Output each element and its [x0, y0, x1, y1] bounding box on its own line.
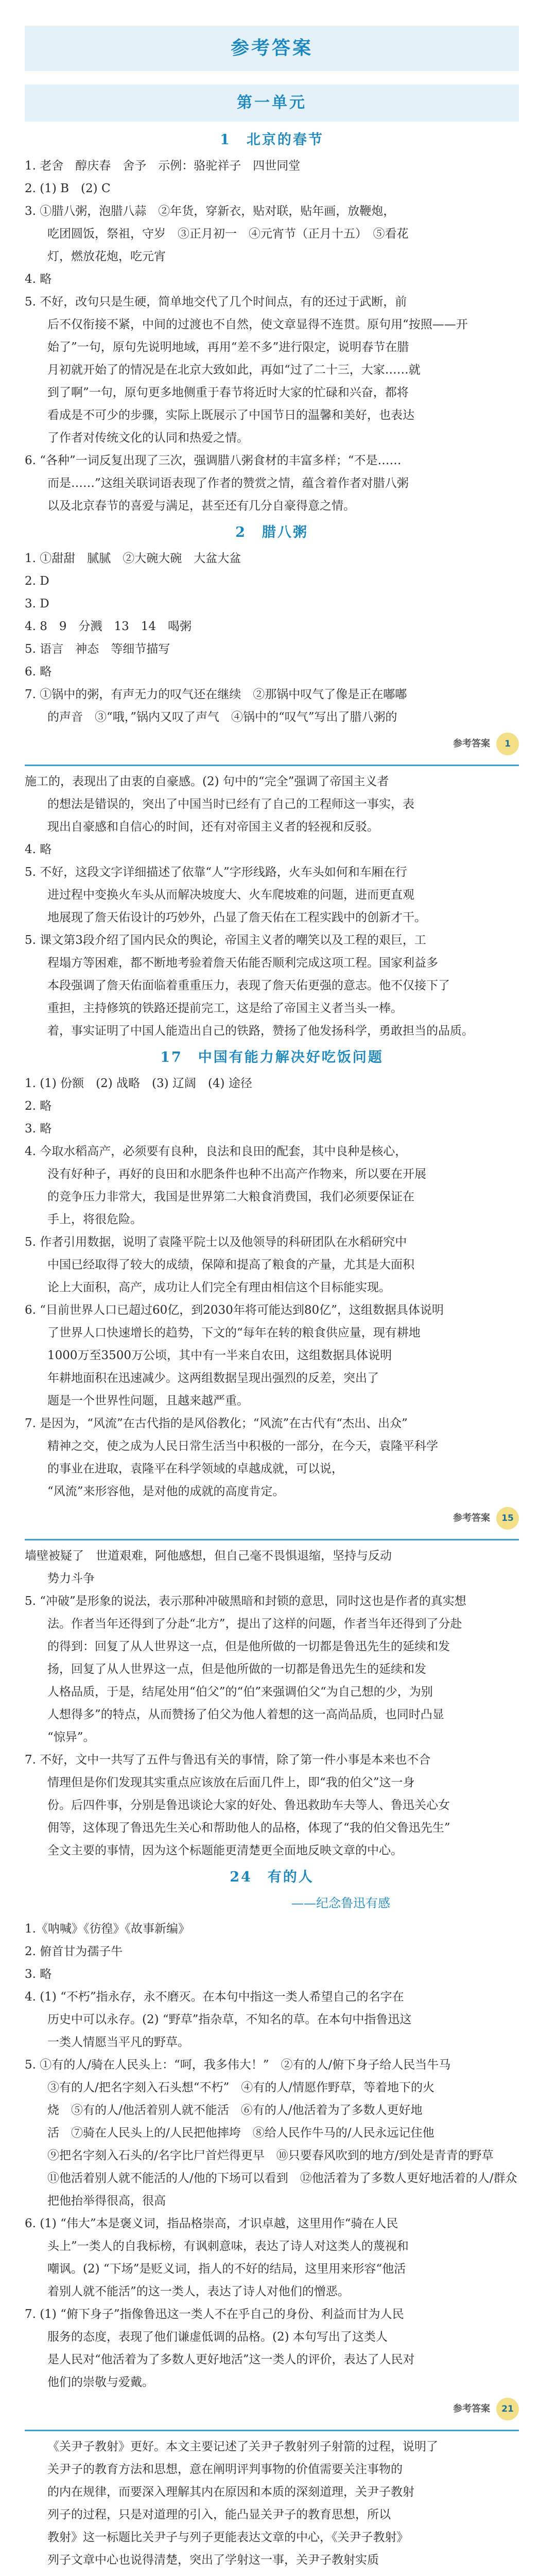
- part-2-intro: [25, 770, 519, 1042]
- answer-line: 而是……”这组关联词语表现了作者的赞赏之情，蕴含着作者对腊八粥: [47, 477, 409, 490]
- answer-line: 5. 作者引用数据，说明了袁隆平院士以及他领导的科研团队在水稻研究中: [25, 1235, 407, 1249]
- answer-line: 到了啊”一句，原句更多地侧重于春节将近时大家的忙碌和兴奋，都将: [47, 386, 409, 399]
- answer-line: 5. 不好，这段文字详细描述了依靠“人”字形线路，火车头如何和车厢在行: [25, 866, 407, 879]
- answer-line: 4. 今取水稻高产，必须要有良种，良法和良田的配套，其中良种是核心，: [25, 1145, 407, 1158]
- page-marker-label: 参考答案: [453, 738, 490, 749]
- answer-line: 情理但是你们发现其实重点应该放在后面几件上，即“我的伯父”这一身: [47, 1776, 415, 1789]
- answer-line: 势力斗争: [47, 1572, 95, 1585]
- answer-line: 活 ⑦骑在人民头上的/人民把他摔垮 ⑧给人民作牛马的/人民永远记住他: [47, 2126, 435, 2140]
- answer-line: 关尹子的教育方法和思想，意在阐明评判事物的价值需要关注事物的: [47, 2463, 403, 2476]
- answer-line: 7. ①锅中的粥，有声无力的叹气还在继续 ②那锅中叹气了像是正在嘟嘟: [25, 688, 407, 701]
- answer-line: 题是一个世界性问题，且越来越严重。: [47, 1394, 249, 1408]
- answer-line: 佣等，这体现了鲁迅先生关心和帮助他人的品格，体现了“我的伯父鲁迅先生”: [47, 1821, 450, 1835]
- answer-line: 全文主要的事情，因为这个标题能更清楚更全面地反映文章的中心。: [47, 1844, 403, 1857]
- answer-line: 地展现了詹天佑设计的巧妙外，凸显了詹天佑在工程实践中的创新才干。: [47, 911, 426, 924]
- answer-line: 5. 课文第3段介绍了国内民众的舆论，帝国主义者的嘲笑以及工程的艰巨，工: [25, 934, 426, 947]
- answer-line: 4. (1) “不朽”指永存，永不磨灭。在本句中指这一类人希望自己的名字在: [25, 1990, 404, 2004]
- answer-line: 施工的，表现出了由衷的自豪感。(2) 句中的“完全”强调了帝国主义者: [25, 775, 389, 788]
- answer-line: [25, 2571, 519, 2576]
- answer-line: 5. 不好，改句只是生硬，简单地交代了几个时间点，有的还过于武断，前: [25, 295, 407, 309]
- answer-line: 精神之交，使之成为人民日常生活当中积极的一部分，在今天，袁隆平科学: [47, 1439, 438, 1453]
- page-marker: [25, 2394, 519, 2425]
- page-marker-label: 参考答案: [453, 2403, 490, 2414]
- answer-line: 7. (1) “俯下身子”指像鲁迅这一类人不在乎自己的身份、利益而甘为人民: [25, 2308, 404, 2321]
- page-marker-label: 参考答案: [453, 1513, 490, 1523]
- answer-line: 1. 老舍 醇庆春 舍予 示例：骆驼祥子 四世同堂: [25, 159, 301, 173]
- answer-line: 是人民对“他活着为了多数人更好地活”这一类人的评价，表达了人民对: [47, 2353, 415, 2366]
- section-17-title: 17 中国有能力解决好吃饭问题: [160, 1049, 384, 1065]
- answer-line: 墙壁被疑了 世道艰难，阿他感想，但自己毫不畏惧退缩，坚持与反动: [25, 1549, 392, 1563]
- page-number: 15: [496, 1507, 519, 1530]
- answer-line: 1000万至3500万公顷，其中有一半来自农田，这组数据具体说明: [47, 1349, 392, 1362]
- answer-line: 没有好种子，再好的良田和水肥条件也种不出高产作物来，所以要在开展: [47, 1167, 426, 1181]
- answer-line: 4. 略: [25, 843, 52, 856]
- answer-line: 服务的态度，表现了他们谦虚低调的品格。(2) 本句写出了这类人: [47, 2330, 388, 2344]
- answer-line: 扬，回复了从人世界这一点，但是他所做的一切都是鲁迅先生的延续和发: [47, 1663, 426, 1676]
- answer-line: 3. D: [25, 597, 49, 611]
- unit-1-heading: 第一单元: [25, 84, 519, 122]
- answer-line: 3. 略: [25, 1122, 52, 1136]
- page-divider: [25, 1539, 519, 1540]
- answer-line: 2. D: [25, 574, 49, 588]
- answer-line: 3. 略: [25, 1968, 52, 1981]
- answer-line: 列子文章中心也说得清楚，突出了学射这一事，关尹子教射实质: [47, 2553, 379, 2567]
- answer-line: 1. (1) 份额 (2) 战略 (3) 辽阔 (4) 途径: [25, 1077, 252, 1090]
- answer-line: 的声音 ③“哦，”锅内又叹了声气 ④锅中的“叹气”写出了腊八粥的: [47, 710, 397, 724]
- page-title: 参考答案: [25, 26, 519, 71]
- answer-line: 中国已经取得了较大的成绩，保障和提高了粮食的产量，尤其是大面积: [47, 1258, 414, 1272]
- answer-line: 年耕地面积在迅速减少。这两组数据呈现出强烈的反差，突出了: [47, 1371, 379, 1385]
- answer-line: 7. 不好，文中一共写了五件与鲁迅有关的事情，除了第一件小事是本来也不合: [25, 1753, 431, 1767]
- answer-line: 4. 8 9 分溅 13 14 喝粥: [25, 620, 192, 633]
- answer-line: 5. ①有的人/骑在人民头上：“呵，我多伟大！” ②有的人/俯下身子给人民当牛马: [25, 2058, 451, 2072]
- answer-line: 5. 语言 神态 等细节描写: [25, 642, 170, 656]
- answer-line: 后不仅衔接不紧，中间的过渡也不自然，使文章显得不连贯。原句用“按照——开: [47, 318, 468, 331]
- section-1-title: 1 北京的春节: [220, 132, 324, 148]
- answer-line: ⑪他活着别人就不能活的人/他的下场可以看到 ⑫他活着为了多数人更好地活着的人/群众把他抬举得很高，很高: [47, 2172, 517, 2208]
- answer-line: 人格品质，于是，结尾处用“伯父”的“伯”来强调伯父“为自己想的少，为别: [47, 1685, 433, 1699]
- answer-line: 月初就开始了的情况是在北京大致如此，再如“过了二十三，大家……就: [47, 363, 421, 377]
- answer-line: 份。后四件事，分别是鲁迅谈论大家的好处、鲁迅救助车夫等人、鲁迅关心女: [47, 1799, 450, 1812]
- answer-line: 人想得多”的特点，从而赞扬了伯父为他人着想的这一高尚品质，也同时凸显: [47, 1708, 444, 1721]
- answer-line: 嘲讽。(2) “下场”是贬义词，指人的不好的结局，这里用来形容“他活: [47, 2262, 406, 2276]
- answer-line: 6. “目前世界人口已超过60亿，到2030年将可能达到80亿”，这组数据具体说明: [25, 1303, 444, 1317]
- section-2-answers: [25, 547, 519, 728]
- section-1-answers: [25, 155, 519, 517]
- answer-line: 重担，主持修筑的铁路还提前完工，这是给了帝国主义者当头一棒。: [47, 1002, 403, 1015]
- answer-line: 2. 俯首甘为孺子牛: [25, 1945, 123, 1958]
- answer-line: 了世界人口快速增长的趋势，下文的“每年在转的粮食供应量，现有耕地: [47, 1326, 421, 1340]
- answer-line: 3. ①腊八粥，泡腊八蒜 ②年货，穿新衣，贴对联，贴年画，放鞭炮，: [25, 205, 395, 218]
- answer-line: 现出自豪感和自信心的时间，还有对帝国主义者的轻视和反驳。: [47, 820, 379, 834]
- answer-line: 的事业在进取，袁隆平在科学领域的卓越成就，可以说，: [47, 1462, 343, 1476]
- answer-line: 他们的崇敬与爱戴。: [47, 2376, 154, 2389]
- page-divider: [25, 765, 519, 766]
- answer-line: 6. “各种”一词反复出现了三次，强调腊八粥食材的丰富多样；“不是……: [25, 454, 402, 467]
- answer-line: 始了”一句，原句先说明地域，再用“差不多”进行限定，说明春节在腊: [47, 341, 409, 354]
- page-number: 1: [496, 733, 519, 755]
- answer-line: 灯，燃放花炮，吃元宵: [47, 250, 166, 263]
- answer-line: 1. ①甜甜 腻腻 ②大碗大碗 大盆大盆: [25, 552, 241, 565]
- answer-line: 一类人情愿当平凡的野草。: [47, 2036, 189, 2049]
- answer-line: 手上，将很危险。: [47, 1213, 142, 1226]
- answer-line: 着，事实证明了中国人能造出自己的铁路，赞扬了他发扬科学，勇敢担当的品质。: [47, 1024, 474, 1038]
- answer-line: ⑨把名字刻入石头的/名字比尸首烂得更早 ⑩只要春风吹到的地方/到处是青青的野草: [47, 2149, 494, 2162]
- answer-line: 4. 略: [25, 273, 52, 286]
- answer-line: 的得到：回复了从人世界这一点，但是他所做的一切都是鲁迅先生的延续和发: [47, 1640, 450, 1653]
- answer-line: 烧 ⑤有的人/他活着别人就不能活 ⑥有的人/他活着为了多数人更好地: [47, 2104, 423, 2117]
- answer-line: 头上”一类人的自我标榜，有讽刺意味，表达了诗人对这类人的蔑视和: [47, 2240, 409, 2253]
- page-divider: [25, 2430, 519, 2431]
- page-marker: [25, 1503, 519, 1534]
- answer-line: 程塌方等困难，都不断地考验着詹天佑能否顺利完成这项工程。国家利益多: [47, 956, 438, 970]
- section-24-subtitle: ——纪念鲁迅有感: [291, 1896, 390, 1910]
- answer-line: 着别人就不能活”的这一类人，表达了诗人对他们的憎恶。: [47, 2285, 350, 2298]
- answer-line: 《关尹子教射》更好。本文主要记述了关尹子教射列子射箭的过程，说明了: [47, 2440, 438, 2453]
- answer-line: 的内在规律，而要深入理解其内在原因和本质的深刻道理，关尹子教射: [47, 2485, 414, 2499]
- answer-line: 吃团圆饭，祭祖，守岁 ③正月初一 ④元宵节（正月十五） ⑤看花: [47, 227, 409, 241]
- answer-line: 的竞争压力非常大，我国是世界第二大粮食消费国，我们必须要保证在: [47, 1190, 414, 1204]
- answer-line: 论上大面积，高产，成功让人们完全有理由相信这个目标能实现。: [47, 1281, 391, 1294]
- answer-line: 教射》这一标题比关尹子与列子更能表达文章的中心，《关尹子教射》: [47, 2531, 409, 2544]
- answer-line: 6. (1) “伟大”本是褒义词，指品格崇高，才识卓越，这里用作“骑在人民: [25, 2217, 398, 2230]
- section-2-title: 2 腊八粥: [235, 524, 308, 540]
- section-24-title: 24 有的人: [230, 1869, 314, 1885]
- part-4-intro: [25, 2435, 519, 2576]
- answer-line: 5. “冲破”是形象的说法，表示那种冲破黑暗和封锁的意思，同时这也是作者的真实想: [25, 1595, 466, 1608]
- answer-line: “惊异”。: [47, 1731, 95, 1744]
- answer-line: 看成是不可少的步骤，实际上既展示了中国节日的温馨和美好，也表达: [47, 409, 414, 422]
- answer-line: 6. 略: [25, 665, 52, 679]
- answer-line: 1.《呐喊》《彷徨》《故事新编》: [25, 1922, 190, 1936]
- answer-line: “风流”来形容他，是对他的成就的高度肯定。: [47, 1485, 285, 1498]
- answer-line: 2. 略: [25, 1099, 52, 1113]
- answer-line: 本段强调了詹天佑面临着重重压力，表现了詹天佑更强的意志。他不仅接下了: [47, 979, 450, 992]
- answer-line: 列子的过程，只是对道理的引入，能凸显关尹子的教育思想，所以: [47, 2508, 391, 2521]
- answer-line: 7. 是因为，“风流”在古代指的是风俗教化；“风流”在古代有“杰出、出众”: [25, 1417, 408, 1430]
- answer-line: 法。作者当年还得到了分赴“北方”，提出了这样的问题，作者当年还得到了分赴: [47, 1617, 462, 1631]
- answer-line: 历史中可以永存。(2) “野草”指杂草，不知名的草。在本句中指鲁迅这: [47, 2013, 412, 2026]
- answer-line: 2. (1) B (2) C: [25, 182, 111, 195]
- answer-line: ③有的人/把名字刻入石头想“不朽” ④有的人/情愿作野草，等着地下的火: [47, 2081, 435, 2094]
- section-17-answers: [25, 1072, 519, 1503]
- part-3-intro: [25, 1545, 519, 1862]
- page-number: 21: [496, 2398, 519, 2420]
- answer-line: 进过程中变换火车头从而解决坡度大、火车爬坡难的问题，进而更直观: [47, 888, 414, 902]
- answer-line: 以及北京春节的喜爱与满足，甚至还有几分自豪得意之情。: [47, 499, 355, 513]
- answer-line: 的想法是错误的，突出了中国当时已经有了自己的工程师这一事实，表: [47, 798, 414, 811]
- answer-line: 了作者对传统文化的认同和热爱之情。: [47, 431, 249, 445]
- page-marker: [25, 728, 519, 759]
- section-24-answers: [25, 1918, 519, 2394]
